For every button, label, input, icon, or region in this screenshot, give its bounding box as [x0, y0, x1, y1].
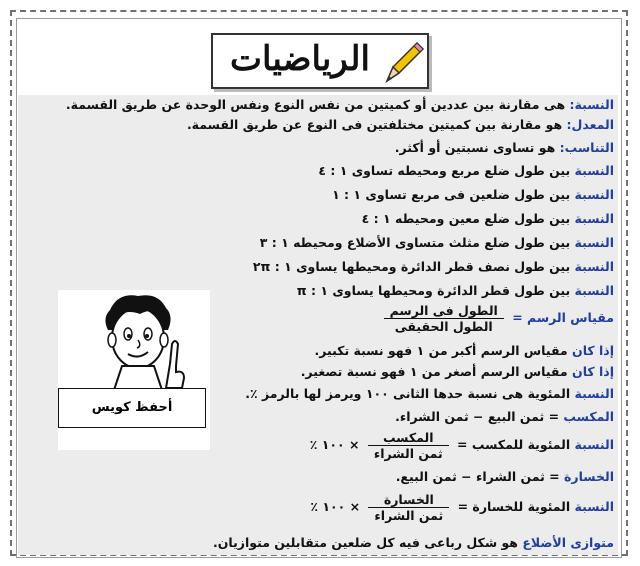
ratio-text: بين طول قطر الدائرة ومحيطها يساوى ١ : π [296, 283, 575, 298]
fraction-numerator: الخسارة [368, 492, 449, 508]
scale-reduction [301, 363, 614, 381]
term-label: النسبة [574, 163, 614, 178]
ratio-text: بين طول ضلعين فى مربع تساوى ١ : ١ [332, 187, 575, 202]
ratio-text: بين طول ضلع مثلث متساوى الأضلاع ومحيطه ١ : ٣ [259, 235, 575, 250]
term-label: النسبة [574, 187, 614, 202]
term-label: الخسارة [564, 469, 614, 484]
ratio-text: بين طول ضلع معين ومحيطه ١ : ٤ [361, 211, 575, 226]
scale-fraction [384, 303, 504, 334]
profit-fraction [368, 430, 449, 461]
formula-multiplier: × ١٠٠ ٪ [309, 437, 360, 452]
fraction-numerator: المكسب [368, 430, 449, 446]
formula-multiplier: × ١٠٠ ٪ [310, 499, 361, 514]
definition-parallelogram [213, 534, 614, 552]
ratio-radius-circumference [253, 258, 614, 276]
pencil-icon [381, 37, 425, 85]
ratio-text: بين طول نصف قطر الدائرة ومحيطها يساوى ١ : ٢π [252, 259, 575, 274]
definition-rate [187, 116, 614, 134]
term-label: النسبة [574, 437, 614, 452]
ratio-text: بين طول ضلع مربع ومحيطه تساوى ١ : ٤ [318, 163, 575, 178]
term-label: إذا كان [572, 364, 614, 379]
ratio-square-perimeter [318, 162, 614, 180]
ratio-rhombus [362, 210, 614, 228]
note-text: مقياس الرسم أكبر من ١ فهو نسبة تكبير. [314, 343, 573, 358]
term-label: التناسب: [559, 140, 614, 155]
mascot-figure [58, 290, 210, 450]
definition-text: هو مقارنة بين كميتين مختلفتين فى النوع عن طريق القسمة. [186, 117, 567, 132]
term-label: متوازى الأضلاع [522, 535, 614, 550]
definition-ratio [66, 96, 614, 114]
definition-percentage [245, 385, 614, 403]
scale-enlargement [314, 342, 614, 360]
term-label: المكسب [563, 409, 614, 424]
ratio-triangle [260, 234, 614, 252]
fraction-numerator: الطول فى الرسم [384, 303, 504, 319]
fraction-denominator: ثمن الشراء [373, 446, 443, 461]
profit-percent-formula [310, 430, 614, 461]
term-label: النسبة [574, 235, 614, 250]
fraction-denominator: الطول الحقيقى [394, 319, 493, 334]
term-label: النسبة [574, 211, 614, 226]
definition-text: = ثمن الشراء − ثمن البيع. [395, 469, 565, 484]
loss-percent-formula [310, 492, 614, 523]
definition-text: هو تساوى نسبتين أو أكثر. [394, 140, 560, 155]
formula-label: المئوية للمكسب = [457, 437, 575, 452]
scale-formula [380, 303, 614, 334]
definition-text: = ثمن البيع − ثمن الشراء. [395, 409, 564, 424]
definition-text: المئوية هى نسبة حدها الثانى ١٠٠ ويرمز لها بالرمز ٪. [245, 386, 575, 401]
definition-proportion [395, 139, 614, 157]
definition-text: هو شكل رباعى فيه كل ضلعين متقابلين متوازيان. [212, 535, 523, 550]
term-label: النسبة [574, 386, 614, 401]
term-label: النسبة [574, 259, 614, 274]
definition-profit [395, 408, 614, 426]
term-label: مقياس الرسم = [512, 310, 614, 325]
term-label: النسبة [574, 499, 614, 514]
term-label: النسبة [574, 283, 614, 298]
definition-loss [396, 468, 614, 486]
formula-label: المئوية للخسارة = [457, 499, 575, 514]
fraction-denominator: ثمن الشراء [374, 508, 444, 523]
term-label: إذا كان [572, 343, 614, 358]
ratio-square-sides [332, 186, 614, 204]
title-banner [211, 33, 429, 89]
term-label: النسبة: [569, 97, 614, 112]
page-title: الرياضيات [230, 39, 370, 79]
term-label: المعدل: [566, 117, 614, 132]
loss-fraction [368, 492, 449, 523]
memorize-label: أحفظ كويس [58, 388, 206, 428]
ratio-diameter-circumference [297, 282, 614, 300]
note-text: مقياس الرسم أصغر من ١ فهو نسبة تصغير. [300, 364, 573, 379]
definition-text: هى مقارنة بين عددين أو كميتين من نفس النوع ونفس الوحدة عن طريق القسمة. [65, 97, 570, 112]
